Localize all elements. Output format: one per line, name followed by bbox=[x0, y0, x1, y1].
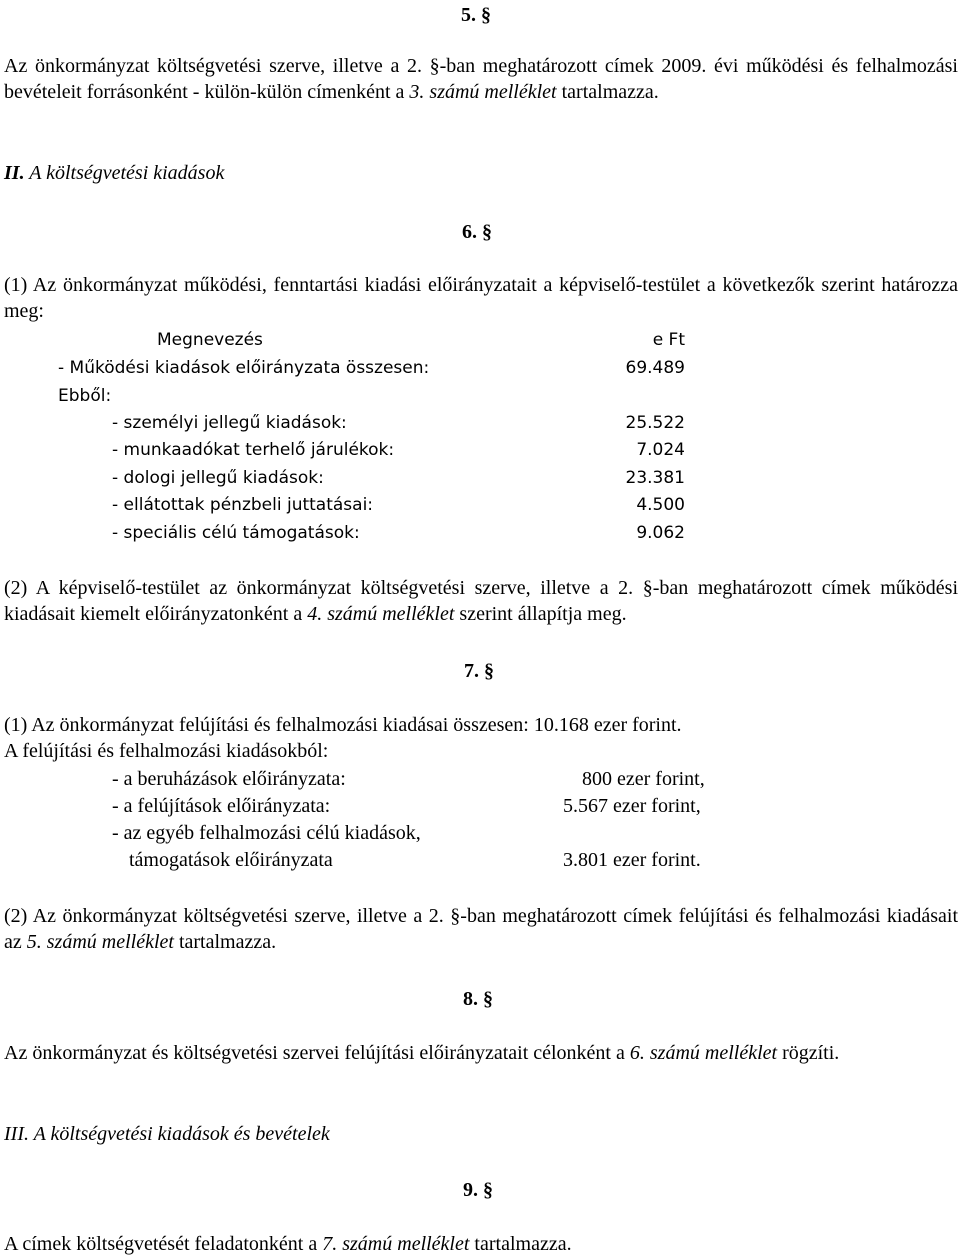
paragraph-sign: § bbox=[483, 988, 493, 1010]
list-item-label: - az egyéb felhalmozási célú kiadások, bbox=[112, 822, 421, 844]
table-row-value: 25.522 bbox=[625, 413, 685, 433]
paragraph-6-1: (1) Az önkormányzat működési, fenntartási kiadási előirányzatait a képviselő-testület a következők szerint határozza meg: bbox=[4, 274, 958, 322]
table-row-label: - személyi jellegű kiadások: bbox=[112, 413, 347, 433]
annex-reference: 5. számú melléklet bbox=[26, 931, 174, 953]
list-item-value: 5.567 ezer forint, bbox=[563, 795, 701, 817]
table-row-value: 23.381 bbox=[625, 468, 685, 488]
table-row-label: - munkaadókat terhelő járulékok: bbox=[112, 440, 395, 460]
section-8-heading bbox=[463, 986, 493, 1012]
table-header-unit: e Ft bbox=[652, 330, 685, 350]
annex-reference: 4. számú melléklet bbox=[307, 603, 455, 625]
table-row-label: - dologi jellegű kiadások: bbox=[112, 468, 324, 488]
table-row-value: 9.062 bbox=[636, 523, 685, 543]
annex-reference: 6. számú melléklet bbox=[629, 1042, 778, 1064]
chapter-3-heading bbox=[4, 1121, 330, 1147]
paragraph-sign: § bbox=[482, 221, 492, 243]
paragraph-6-2: (2) A képviselő-testület az önkormányzat költségvetési szerve, illetve a 2. §-ban meghatározott címek működési kiadásait kiemelt előirányzatonként a 4. számú melléklet szerint állapítja meg. bbox=[4, 577, 958, 625]
list-item-label: - a felújítások előirányzata: bbox=[112, 795, 331, 817]
section-7-heading bbox=[464, 658, 494, 684]
paragraph-7-intro: A felújítási és felhalmozási kiadásokból: bbox=[4, 740, 329, 762]
paragraph-sign: § bbox=[481, 4, 491, 26]
paragraph-7-2: (2) Az önkormányzat költségvetési szerve, illetve a 2. §-ban meghatározott címek felújítási és felhalmozási kiadásait az 5. számú melléklet tartalmazza. bbox=[4, 905, 958, 953]
section-number: 5. bbox=[461, 4, 476, 26]
list-item-label: - a beruházások előirányzata: bbox=[112, 768, 346, 790]
table-row-label: - speciális célú támogatások: bbox=[112, 523, 360, 543]
chapter-2-heading bbox=[4, 160, 224, 186]
section-number: 8. bbox=[463, 988, 478, 1010]
total-label: - Működési kiadások előirányzata összesen: bbox=[58, 358, 430, 378]
annex-reference: 3. számú melléklet bbox=[409, 81, 557, 103]
paragraph-sign: § bbox=[484, 660, 494, 682]
list-item-value: 800 ezer forint, bbox=[582, 768, 705, 790]
section-number: 9. bbox=[463, 1179, 478, 1201]
paragraph-sign: § bbox=[483, 1179, 493, 1201]
section-number: 6. bbox=[462, 221, 477, 243]
chapter-title: A költségvetési kiadások és bevételek bbox=[33, 1123, 330, 1145]
annex-reference: 7. számú melléklet bbox=[322, 1233, 470, 1255]
paragraph-7-1: (1) Az önkormányzat felújítási és felhalmozási kiadásai összesen: 10.168 ezer forint. bbox=[4, 714, 682, 736]
table-row-value: 7.024 bbox=[636, 440, 685, 460]
chapter-title: A költségvetési kiadások bbox=[29, 162, 225, 184]
section-number: 7. bbox=[464, 660, 479, 682]
paragraph-9: A címek költségvetését feladatonként a 7. számú melléklet tartalmazza. bbox=[4, 1233, 572, 1255]
list-item-label-continued: támogatások előirányzata bbox=[129, 849, 333, 871]
table-row-value: 4.500 bbox=[636, 495, 685, 515]
section-9-heading bbox=[463, 1177, 493, 1203]
chapter-number: III. bbox=[4, 1123, 29, 1145]
paragraph-8: Az önkormányzat és költségvetési szervei felújítási előirányzatait célonként a 6. számú melléklet rögzíti. bbox=[4, 1042, 840, 1064]
table-header-name: Megnevezés bbox=[157, 330, 263, 350]
ebbol-label: Ebből: bbox=[58, 386, 112, 406]
total-value: 69.489 bbox=[625, 358, 685, 378]
table-row-label: - ellátottak pénzbeli juttatásai: bbox=[112, 495, 374, 515]
paragraph-5: Az önkormányzat költségvetési szerve, illetve a 2. §-ban meghatározott címek 2009. évi működési és felhalmozási bevételeit forrásonként - külön-külön címenként a 3. számú melléklet tartalmazza. bbox=[4, 55, 958, 103]
list-item-value: 3.801 ezer forint. bbox=[563, 849, 701, 871]
section-5-heading bbox=[461, 2, 491, 28]
chapter-number: II. bbox=[4, 162, 25, 184]
section-6-heading bbox=[462, 219, 492, 245]
